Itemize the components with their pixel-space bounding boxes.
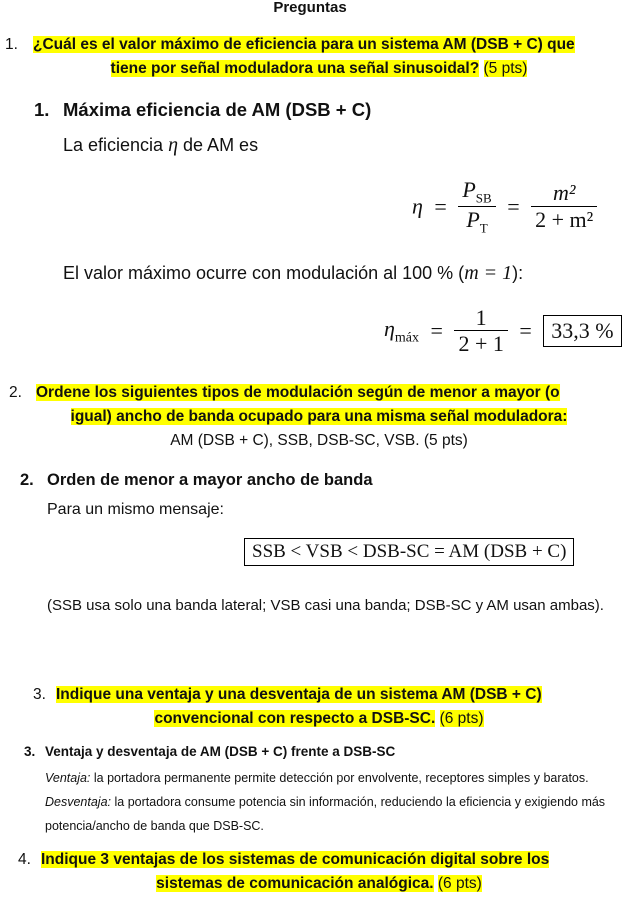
modulation-index-fraction: $\frac{\text{m²}}{\text{2 + m²}}$ (531, 180, 597, 233)
question-1-line2: tiene por señal moduladora una señal sinusoidal? (5 pts) (110, 60, 528, 77)
answer-1-number: 1. (34, 99, 50, 120)
efficiency-equation: η = $\frac{P_{SB}}{P_T}$ = $\frac{\text{m²}}{\text{2 + m²}}$ (412, 177, 597, 236)
answer-1-heading: Máxima eficiencia de AM (DSB + C) (63, 99, 372, 120)
question-4-line2: sistemas de comunicación analógica. (6 pts) (156, 875, 482, 892)
power-ratio-fraction: $\frac{P_{SB}}{P_T}$ (458, 177, 495, 236)
question-4-number: 4. (18, 851, 31, 868)
question-3-line2: convencional con respecto a DSB-SC. (6 pts) (154, 710, 484, 727)
max-efficiency-equation: $\eta_{máx}$ = $\frac{1}{2 + 1}$ = 33,3 % (384, 305, 622, 358)
page-title: Preguntas (273, 0, 347, 16)
question-2-number: 2. (9, 384, 22, 401)
bandwidth-order: SSB < VSB < DSB-SC = AM (DSB + C) (244, 538, 574, 566)
answer-2-heading: Orden de menor a mayor ancho de banda (47, 471, 373, 489)
answer-3-advantage: Ventaja: la portadora permanente permite detección por envolvente, receptores simples y baratos. (45, 771, 589, 785)
answer-3-disadvantage: Desventaja: la portadora consume potencia sin información, reduciendo la eficiencia y exigiendo más (45, 795, 606, 809)
question-3-line1: Indique una ventaja y una desventaja de un sistema AM (DSB + C) (56, 686, 542, 703)
answer-3-disadvantage-cont: potencia/ancho de banda que DSB-SC. (45, 819, 264, 833)
question-2-line1: Ordene los siguientes tipos de modulación según de menor a mayor (o (36, 384, 560, 401)
question-1-line1: ¿Cuál es el valor máximo de eficiencia para un sistema AM (DSB + C) que (33, 36, 575, 53)
answer-1-max-text: El valor máximo ocurre con modulación al 100 % (m = 1): (63, 262, 524, 284)
question-2-line3: AM (DSB + C), SSB, DSB-SC, VSB. (5 pts) (170, 432, 468, 449)
question-4-line1: Indique 3 ventajas de los sistemas de comunicación digital sobre los (41, 851, 550, 868)
answer-3-heading: Ventaja y desventaja de AM (DSB + C) frente a DSB-SC (45, 744, 396, 759)
answer-2-note: (SSB usa solo una banda lateral; VSB casi una banda; DSB-SC y AM usan ambas). (47, 597, 604, 614)
answer-3-number: 3. (24, 744, 36, 759)
answer-2-number: 2. (20, 471, 34, 489)
answer-2-intro: Para un mismo mensaje: (47, 501, 224, 518)
max-efficiency-result: 33,3 % (543, 315, 621, 347)
question-3-number: 3. (33, 686, 46, 703)
max-efficiency-fraction: $\frac{1}{2 + 1}$ (454, 305, 507, 358)
question-2-line2: igual) ancho de banda ocupado para una misma señal moduladora: (70, 408, 568, 425)
question-1-number: 1. (5, 36, 18, 53)
answer-1-intro: La eficiencia η de AM es (63, 134, 259, 156)
